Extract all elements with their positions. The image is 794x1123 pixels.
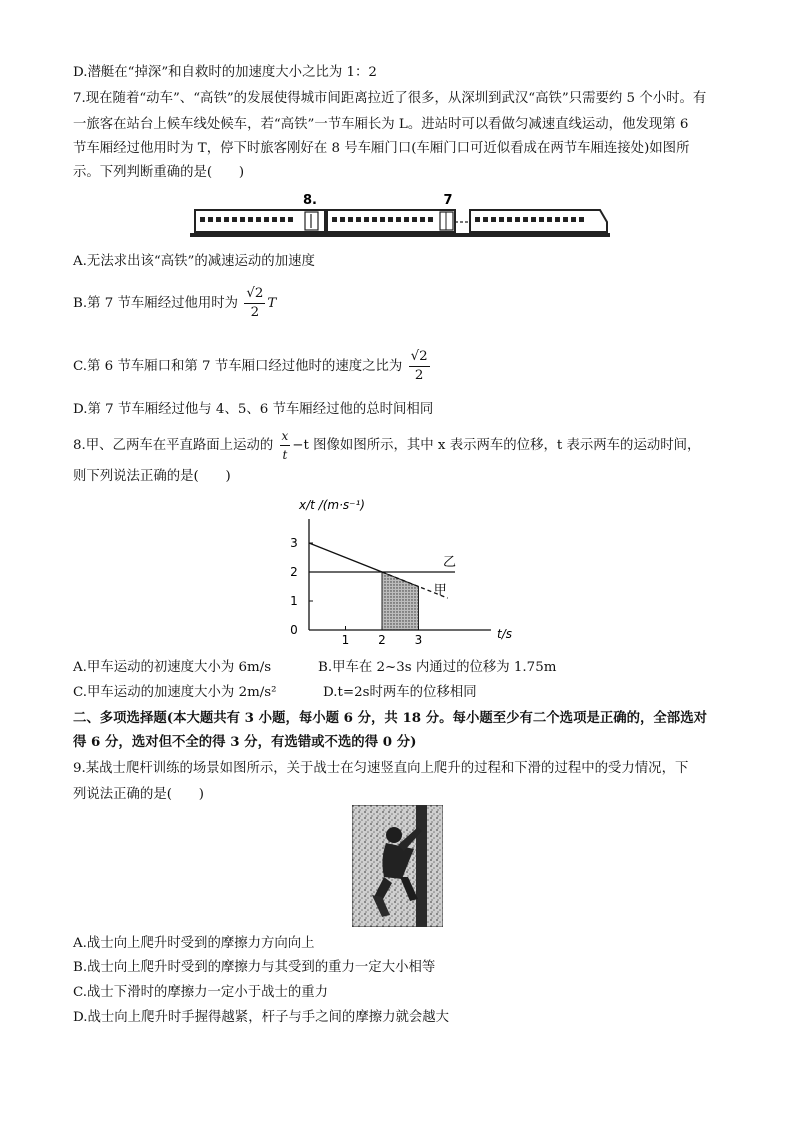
q7-option-b-suffix: T (267, 296, 277, 311)
q9-option-a: A.战士向上爬升时受到的摩擦力方向向上 (73, 936, 315, 951)
train-window (240, 217, 245, 222)
train-window (515, 217, 520, 222)
train-window (264, 217, 269, 222)
train-window (412, 217, 417, 222)
train-window (200, 217, 205, 222)
train-window (555, 217, 560, 222)
train-window (332, 217, 337, 222)
train-window (364, 217, 369, 222)
q9-option-b: B.战士向上爬升时受到的摩擦力与其受到的重力一定大小相等 (73, 960, 436, 975)
platform (190, 233, 610, 237)
series-jia-label: 甲 (433, 583, 447, 599)
train-window (579, 217, 584, 222)
q7-stem-line4: 示。下列判断重确的是( ) (73, 165, 245, 180)
q7-option-c (73, 347, 432, 387)
q7-option-d: D.第 7 节车厢经过他与 4、5、6 节车厢经过他的总时间相同 (73, 402, 434, 417)
q7-stem-line3: 节车厢经过他用时为 T，停下时旅客刚好在 8 号车厢门口(车厢门口可近似看成在两节车厢连接处)如图所 (73, 141, 690, 156)
train-window (208, 217, 213, 222)
q7-stem-line2: 一旅客在站台上候车线处候车，若“高铁”一节车厢长为 L。进站时可以看做匀减速直线运动，他发现第 6 (73, 117, 689, 132)
q6-option-d: D.潜艇在“掉深”和自救时的加速度大小之比为 1：2 (73, 65, 377, 80)
train-window (539, 217, 544, 222)
q8-stem-prefix: 8.甲、乙两车在平直路面上运动的 (73, 438, 274, 453)
q7-option-b-fraction: $\frac{√2}{2}$ (246, 286, 264, 320)
q8-option-c: C.甲车运动的加速度大小为 2m/s² (73, 685, 277, 700)
train-window (420, 217, 425, 222)
train-window (224, 217, 229, 222)
q8-option-b: B.甲车在 2~3s 内通过的位移为 1.75m (318, 660, 557, 675)
q7-option-b-den: 2 (250, 305, 260, 320)
q9-option-c: C.战士下滑时的摩擦力一定小于战士的重力 (73, 985, 329, 1000)
pole (416, 805, 427, 927)
y-axis-label: x/t /(m·s⁻¹) (299, 498, 365, 512)
x-tick-label: 2 (378, 633, 386, 647)
q7-stem-line1: 7.现在随着“动车”、“高铁”的发展使得城市间距离拉近了很多，从深圳到武汉“高铁”只需要约 5 个小时。有 (73, 91, 707, 106)
q8-stem-line2: 则下列说法正确的是( ) (73, 469, 231, 484)
car-head (470, 210, 607, 232)
q7-option-c-prefix: C.第 6 节车厢口和第 7 节车厢口经过他时的速度之比为 (73, 359, 403, 374)
train-window (563, 217, 568, 222)
q7-option-b-num: 2 (254, 286, 264, 301)
train-window (216, 217, 221, 222)
train-window (428, 217, 433, 222)
train-window (232, 217, 237, 222)
x-tick-label: 1 (341, 633, 350, 647)
q7-option-c-den: 2 (414, 368, 424, 383)
train-window (380, 217, 385, 222)
q8-frac-num: x (280, 427, 291, 446)
q8-stem-fraction (280, 427, 291, 464)
train-window (348, 217, 353, 222)
train-window (372, 217, 377, 222)
soldier-climbing-image (352, 805, 443, 927)
train-window (475, 217, 480, 222)
q7-option-c-num: 2 (419, 349, 428, 364)
train-window (248, 217, 253, 222)
train-window (491, 217, 496, 222)
train-window (404, 217, 409, 222)
q8-stem-middle: −t 图像如图所示，其中 x 表示两车的位移，t 表示两车的运动时间， (292, 438, 701, 453)
train-window (547, 217, 552, 222)
series-yi-label: 乙 (443, 555, 457, 570)
train-window (531, 217, 536, 222)
train-window (272, 217, 277, 222)
train-window (483, 217, 488, 222)
train-window (280, 217, 285, 222)
train-window (356, 217, 361, 222)
section2-heading-line1: 二、多项选择题(本大题共有 3 小题，每小题 6 分，共 18 分。每小题至少有二个选项是正确的，全部选对 (73, 710, 707, 726)
q8-stem-line1 (73, 426, 700, 466)
soldier-head (386, 827, 402, 843)
q9-stem-line1: 9.某战士爬杆训练的场景如图所示，关于战士在匀速竖直向上爬升的过程和下滑的过程中的受力情况，下 (73, 761, 689, 776)
label-car8: 8. (303, 193, 317, 208)
y-tick-label: 3 (290, 536, 298, 550)
q8-option-a: A.甲车运动的初速度大小为 6m/s (73, 660, 272, 675)
train-figure (190, 190, 610, 240)
y-tick-label: 1 (290, 594, 298, 608)
q8-option-d: D.t=2s时两车的位移相同 (323, 685, 477, 700)
q7-option-b-prefix: B.第 7 节车厢经过他用时为 (73, 296, 239, 311)
x-tick-label: 3 (414, 633, 423, 647)
train-window (507, 217, 512, 222)
x-axis-label: t/s (497, 627, 512, 641)
q7-option-b (73, 284, 276, 324)
section2-heading-line2: 得 6 分，选对但不全的得 3 分，有选错或不选的得 0 分) (73, 734, 417, 750)
q7-option-a: A.无法求出该“高铁”的减速运动的加速度 (73, 254, 315, 269)
train-window (396, 217, 401, 222)
y-tick-label: 2 (290, 565, 298, 579)
train-window (571, 217, 576, 222)
train-window (523, 217, 528, 222)
y-tick-label: 0 (290, 623, 298, 637)
q9-option-d: D.战士向上爬升时手握得越紧，杆子与手之间的摩擦力就会越大 (73, 1010, 450, 1025)
q7-option-c-fraction: $\frac{√2}{2}$ (410, 349, 428, 383)
series-jia-solid (309, 543, 382, 572)
train-window (388, 217, 393, 222)
xt-t-chart (282, 497, 512, 649)
q8-frac-den: t (282, 448, 288, 462)
train-window (288, 217, 293, 222)
shaded-area (382, 572, 419, 630)
label-car7: 7 (443, 193, 453, 208)
train-window (499, 217, 504, 222)
train-window (256, 217, 261, 222)
train-window (340, 217, 345, 222)
q9-stem-line2: 列说法正确的是( ) (73, 787, 204, 802)
